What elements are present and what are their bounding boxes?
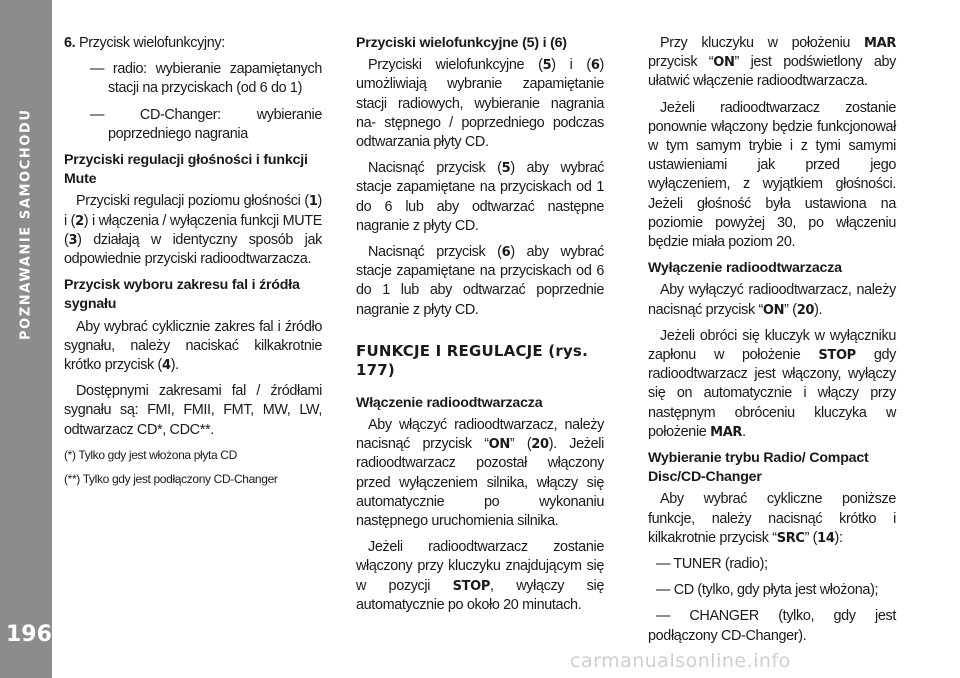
item-6 xyxy=(64,34,322,53)
mode-option-tuner: — TUNER (radio); xyxy=(656,556,768,573)
paragraph-power-off: Aby wyłączyć radioodtwarzacz, należy nacisnąć przycisk “ON” (20). xyxy=(648,282,896,318)
column-2 xyxy=(356,34,604,622)
paragraph-next: Nacisnąć przycisk (5) aby wybrać stacje zapamiętane na przyciskach od 1 do 6 lub aby odtwarzać następne nagranie z płyty CD. xyxy=(356,160,604,234)
item-6-number: 6. xyxy=(64,35,76,51)
paragraph-mar: Przy kluczyku w położeniu MAR przycisk “ON” jest podświetlony aby ułatwić włączenie radioodtwarzacza. xyxy=(648,35,897,90)
heading-volume: Przyciski regulacji głośności i funkcji Mute xyxy=(64,152,308,188)
watermark: carmanualsonline.info xyxy=(570,650,791,672)
heading-band: Przycisk wyboru zakresu fal i źródła sygnału xyxy=(64,277,300,313)
section-title: POZNAWANIE SAMOCHODU xyxy=(18,108,34,340)
heading-multifunction: Przyciski wielofunkcyjne (5) i (6) xyxy=(356,35,567,51)
paragraph-restore: Jeżeli radioodtwarzacz zostanie ponownie włączony będzie funkcjonował w tym samym trybie i z tymi samymi ustawieniami jak przed jego wyłączeniem, z wyjątkiem głośności. Jeżeli głośność była ustawiona na poziomie powyżej 30, po włączeniu będzie miała poziom 20. xyxy=(648,99,896,251)
footnote-cd: (*) Tylko gdy jest włożona płyta CD xyxy=(64,447,237,462)
page-number: 196 xyxy=(6,622,52,647)
heading-mode: Wybieranie trybu Radio/ Compact Disc/CD-Changer xyxy=(648,450,869,486)
mode-option-changer: — CHANGER (tylko, gdy jest podłączony CD-Changer). xyxy=(648,608,896,644)
paragraph-multifunction: Przyciski wielofunkcyjne (5) i (6) umożliwiają wybranie zapamiętanie stacji radiowych, wybieranie nagrania na- stępnego / poprzedniego podczas odtwarzania płyty CD. xyxy=(356,57,604,151)
item-6-cd-changer: — CD-Changer: wybieranie poprzedniego nagrania xyxy=(90,106,322,142)
paragraph-stop: Jeżeli radioodtwarzacz zostanie włączony przy kluczyku znajdującym się w pozycji STOP, wyłączy się automatycznie po około 20 minutach. xyxy=(356,539,604,613)
mode-option-cd: — CD (tylko, gdy płyta jest włożona); xyxy=(656,582,879,599)
paragraph-prev: Nacisnąć przycisk (6) aby wybrać stacje zapamiętane na przyciskach od 6 do 1 lub aby odtwarzać poprzednie nagranie z płyty CD. xyxy=(356,244,604,318)
heading-functions: FUNKCJE I REGULACJE (rys. 177) xyxy=(356,341,588,379)
item-6-text: Przycisk wielofunkcyjny: xyxy=(78,35,225,51)
item-6-radio: — radio: wybieranie zapamiętanych stacji na przyciskach (od 6 do 1) xyxy=(90,61,322,97)
column-1 xyxy=(64,34,322,495)
paragraph-mode: Aby wybrać cykliczne poniższe funkcje, należy nacisnąć krótko i kilkakrotnie przycisk “SRC” (14): xyxy=(648,491,896,546)
heading-power-off: Wyłączenie radioodtwarzacza xyxy=(648,260,842,277)
paragraph-ranges: Dostępnymi zakresami fal / źródłami sygnału są: FMI, FMII, FMT, MW, LW, odtwarzacz CD*, CDC**. xyxy=(64,383,322,438)
heading-power-on: Włączenie radioodtwarzacza xyxy=(356,394,543,411)
paragraph-band: Aby wybrać cyklicznie zakres fal i źródło sygnału, należy naciskać kilkakrotnie krótko przycisk (4). xyxy=(64,318,322,374)
sidebar xyxy=(0,0,52,678)
paragraph-key: Jeżeli obróci się kluczyk w wyłączniku zapłonu w położenie STOP gdy radioodtwarzacz jest włączony, wyłączy się on automatycznie i włączy przy następnym obróceniu kluczyka w położenie MAR. xyxy=(648,327,896,440)
paragraph-power-on: Aby włączyć radioodtwarzacz, należy nacisnąć przycisk “ON” (20). Jeżeli radioodtwarzacz pozostał włączony przed wyłączeniem silnika, włączy się automatycznie po wykonaniu następnego uruchomienia silnika. xyxy=(356,417,604,530)
footnote-cd-changer: (**) Tylko gdy jest podłączony CD-Changer xyxy=(64,471,278,486)
column-3 xyxy=(648,34,896,653)
paragraph-volume: Przyciski regulacji poziomu głośności (1) i (2) i włączenia / wyłączenia funkcji MUTE (3) działają w identyczny sposób jak odpowiednie przyciski radioodtwarzacza. xyxy=(64,193,322,268)
